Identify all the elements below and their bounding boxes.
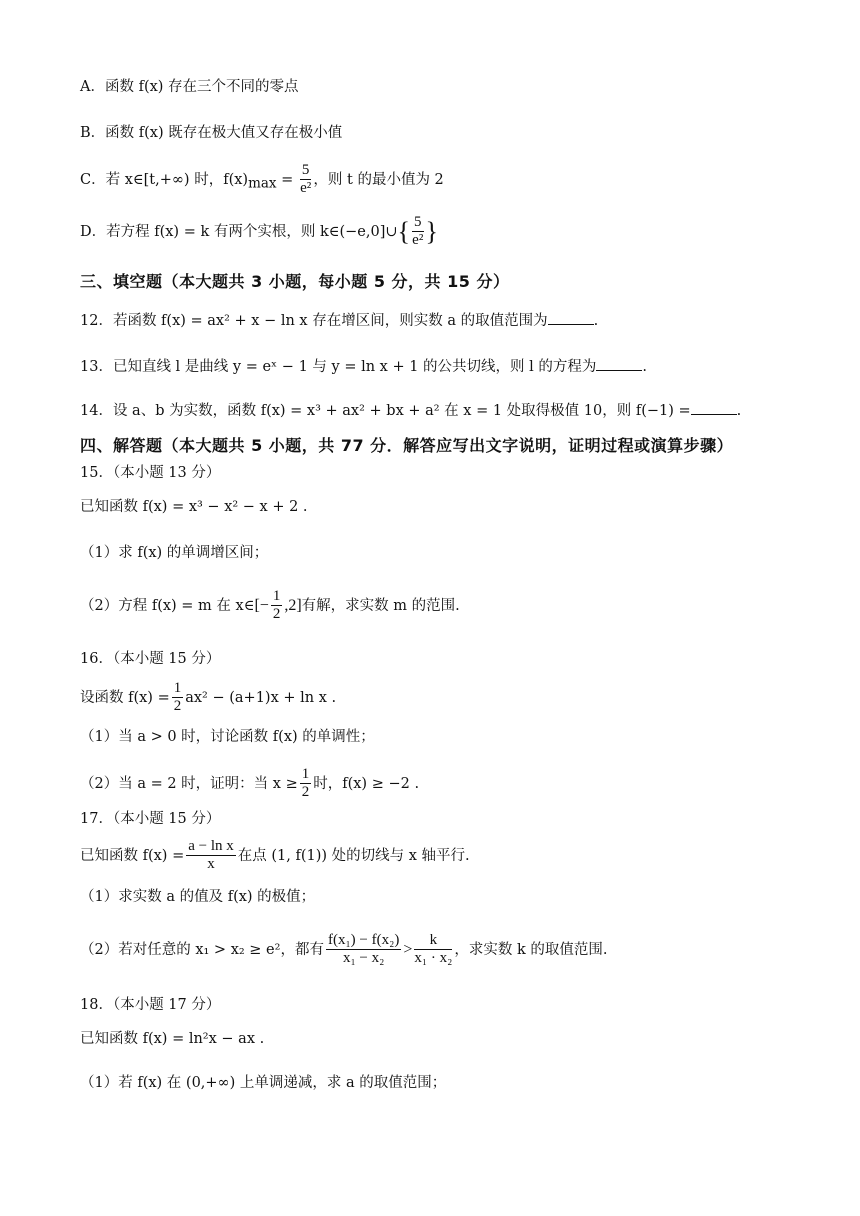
q17-stem-rest: 在点 (1, f(1)) 处的切线与 x 轴平行. xyxy=(237,847,470,864)
option-c-prefix: C．若 x∈[t,+∞) 时，f(x) xyxy=(80,171,249,188)
q17-part2-text: （2）若对任意的 x₁ > x₂ ≥ e²，都有 xyxy=(80,941,324,958)
option-a: A．函数 f(x) 存在三个不同的零点 xyxy=(80,79,299,95)
q16-part2 xyxy=(80,766,419,802)
q15-bracket-right: ,2] xyxy=(284,596,302,614)
q17-part2-end: ，求实数 k 的取值范围. xyxy=(454,941,608,958)
q15-part2-text: （2）方程 f(x) = m 在 x∈ xyxy=(80,597,255,614)
q14 xyxy=(80,400,741,419)
option-d-den: e² xyxy=(412,232,424,249)
q18-stem: 已知函数 f(x) = ln²x − ax . xyxy=(80,1031,265,1047)
q17-stem xyxy=(80,838,470,874)
q17-frac1-den: x₁ − x₂ xyxy=(342,950,385,967)
option-c-num: 5 xyxy=(300,162,312,180)
option-c xyxy=(80,162,444,198)
q17-title: 17．（本小题 15 分） xyxy=(80,811,221,827)
q17-fraction-2 xyxy=(414,932,452,968)
q17-frac-den: x xyxy=(207,856,215,873)
q15-title: 15．（本小题 13 分） xyxy=(80,465,221,481)
option-d-prefix: D．若方程 f(x) = k 有两个实根，则 k∈(−e,0]∪ xyxy=(80,223,398,240)
q13-end: . xyxy=(642,359,648,375)
q16-part2-end: 时，f(x) ≥ −2 . xyxy=(313,775,420,792)
q17-frac2-den: x₁ · x₂ xyxy=(414,950,453,967)
option-c-eq: = xyxy=(276,171,298,188)
q17-fraction xyxy=(186,838,236,874)
q17-part1: （1）求实数 a 的值及 f(x) 的极值； xyxy=(80,889,316,905)
q17-frac1-num: f(x₁) − f(x₂) xyxy=(326,932,401,950)
q13-text: 13．已知直线 l 是曲线 y = eˣ − 1 与 y = ln x + 1 的公共切线，则 l 的方程为 xyxy=(80,359,597,375)
q12-answer-blank[interactable] xyxy=(548,310,594,325)
q14-text: 14．设 a、b 为实数，函数 f(x) = x³ + ax² + bx + a² 在 x = 1 处取得极值 10，则 f(−1) = xyxy=(80,403,691,419)
option-c-den: e² xyxy=(300,180,312,197)
option-d-fraction xyxy=(412,214,424,250)
q15-fraction xyxy=(271,588,283,624)
q16-title: 16．（本小题 15 分） xyxy=(80,651,221,667)
q18-part1: （1）若 f(x) 在 (0,+∞) 上单调递减，求 a 的取值范围； xyxy=(80,1075,447,1091)
q18-title: 18．（本小题 17 分） xyxy=(80,997,221,1013)
q16-part2-den: 2 xyxy=(301,784,310,801)
q16-frac-den: 2 xyxy=(173,698,182,715)
q17-frac2-num: k xyxy=(414,932,452,950)
section4-heading: 四、解答题（本大题共 5 小题，共 77 分．解答应写出文字说明，证明过程或演算步骤） xyxy=(80,436,734,455)
q15-frac-num: 1 xyxy=(271,588,283,606)
q15-part1: （1）求 f(x) 的单调增区间； xyxy=(80,545,269,561)
q13 xyxy=(80,356,647,375)
q16-stem-text: 设函数 f(x) = xyxy=(80,689,170,706)
q13-answer-blank[interactable] xyxy=(596,356,642,371)
q12-text: 12．若函数 f(x) = ax² + x − ln x 存在增区间，则实数 a 的取值范围为 xyxy=(80,313,548,329)
q17-gt: > xyxy=(403,940,413,958)
q15-part2-end: 有解，求实数 m 的范围. xyxy=(301,597,460,614)
option-c-fraction xyxy=(300,162,312,198)
option-d: D．若方程 f(x) = k 有两个实根，则 k∈(−e,0]∪{ $\frac{5}{\text{e²}}$ } xyxy=(80,214,438,249)
q15-stem: 已知函数 f(x) = x³ − x² − x + 2 . xyxy=(80,499,308,515)
q17-frac-num: a − ln x xyxy=(186,838,236,856)
option-b: B．函数 f(x) 既存在极大值又存在极小值 xyxy=(80,125,343,141)
q16-part2-fraction xyxy=(300,766,312,802)
q17-stem-text: 已知函数 f(x) = xyxy=(80,847,185,864)
q14-answer-blank[interactable] xyxy=(691,400,737,415)
q15-frac-den: 2 xyxy=(272,606,281,623)
q16-frac-num: 1 xyxy=(172,680,184,698)
q16-fraction xyxy=(172,680,184,716)
option-c-suffix: ，则 t 的最小值为 2 xyxy=(313,171,444,188)
q16-stem-rest: ax² − (a+1)x + ln x . xyxy=(185,689,337,706)
q17-part2 xyxy=(80,932,607,968)
q15-bracket-left: [− xyxy=(254,596,269,614)
option-c-sub: max xyxy=(248,175,277,192)
q14-end: . xyxy=(736,403,742,419)
q16-part2-num: 1 xyxy=(300,766,312,784)
q17-fraction-1 xyxy=(326,932,401,968)
q15-part2 xyxy=(80,588,460,624)
option-d-num: 5 xyxy=(412,214,424,232)
q12 xyxy=(80,310,598,329)
q12-end: . xyxy=(593,313,599,329)
q16-part2-text: （2）当 a = 2 时，证明：当 x ≥ xyxy=(80,775,298,792)
section3-heading: 三、填空题（本大题共 3 小题，每小题 5 分，共 15 分） xyxy=(80,272,510,291)
q16-part1: （1）当 a > 0 时，讨论函数 f(x) 的单调性； xyxy=(80,729,375,745)
q16-stem xyxy=(80,680,336,716)
